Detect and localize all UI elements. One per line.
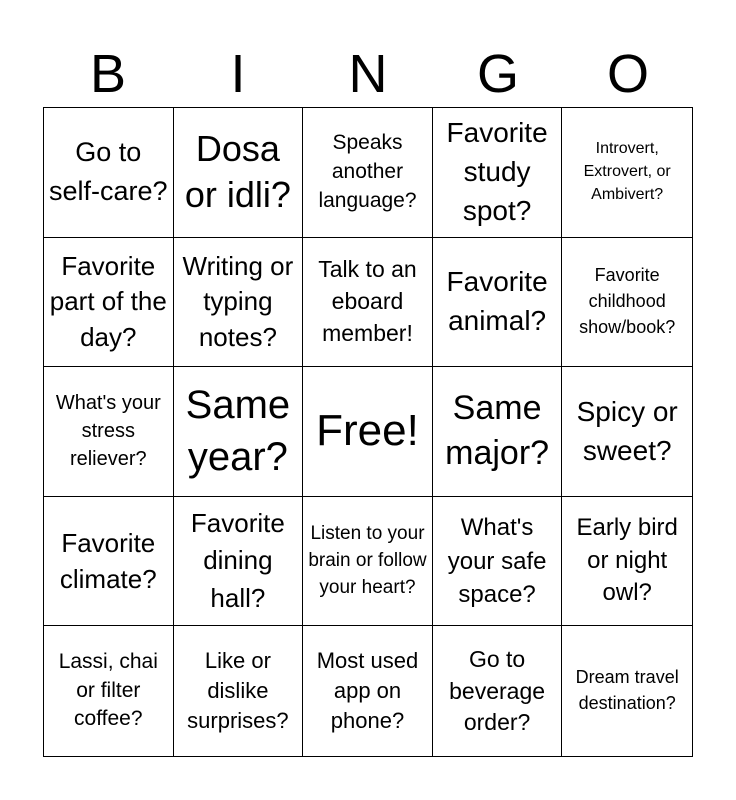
- header-letter-i: I: [230, 44, 246, 104]
- bingo-cell[interactable]: [562, 238, 692, 368]
- bingo-header: [43, 44, 693, 104]
- bingo-cell-text: Favorite animal?: [446, 266, 548, 336]
- bingo-cell[interactable]: [174, 108, 304, 238]
- bingo-cell[interactable]: [562, 367, 692, 497]
- bingo-cell[interactable]: [303, 497, 433, 627]
- bingo-cell-text: Introvert, Extrovert, or Ambivert?: [583, 140, 671, 203]
- bingo-cell[interactable]: [174, 367, 304, 497]
- bingo-cell[interactable]: [44, 238, 174, 368]
- bingo-cell[interactable]: [44, 497, 174, 627]
- bingo-cell[interactable]: [174, 497, 304, 627]
- bingo-cell-text: Favorite part of the day?: [49, 250, 167, 352]
- bingo-cell[interactable]: [433, 238, 563, 368]
- bingo-cell-text: Early bird or night owl?: [576, 514, 678, 607]
- bingo-cell-text: Speaks another language?: [318, 130, 417, 212]
- bingo-cell-text: Favorite study spot?: [446, 117, 548, 226]
- bingo-cell[interactable]: [433, 108, 563, 238]
- bingo-cell[interactable]: [433, 497, 563, 627]
- bingo-cell-text: Go to beverage order?: [449, 646, 546, 735]
- bingo-cell-text: Lassi, chai or filter coffee?: [58, 650, 158, 731]
- bingo-cell[interactable]: [562, 108, 692, 238]
- bingo-cell-text: What's your safe space?: [447, 514, 547, 608]
- bingo-card-grid: [43, 107, 693, 757]
- bingo-cell[interactable]: [174, 626, 304, 756]
- bingo-cell-text: Free!: [316, 406, 419, 456]
- bingo-cell[interactable]: [303, 367, 433, 497]
- bingo-cell-text: Same year?: [185, 383, 291, 480]
- bingo-cell-text: Dream travel destination?: [575, 667, 679, 714]
- bingo-cell-text: Same major?: [445, 388, 550, 473]
- bingo-cell[interactable]: [44, 108, 174, 238]
- bingo-cell-text: Go to self-care?: [49, 137, 168, 207]
- bingo-cell-text: Most used app on phone?: [316, 648, 419, 734]
- bingo-cell[interactable]: [174, 238, 304, 368]
- bingo-cell-text: What's your stress reliever?: [55, 392, 161, 471]
- bingo-cell-text: Like or dislike surprises?: [187, 648, 289, 734]
- bingo-cell[interactable]: [303, 626, 433, 756]
- bingo-cell-text: Favorite climate?: [59, 527, 157, 595]
- bingo-cell[interactable]: [562, 626, 692, 756]
- bingo-cell-text: Spicy or sweet?: [576, 396, 678, 467]
- bingo-cell-text: Favorite childhood show/book?: [579, 265, 676, 337]
- bingo-cell[interactable]: [303, 108, 433, 238]
- bingo-cell[interactable]: [303, 238, 433, 368]
- bingo-cell-text: Talk to an eboard member!: [318, 256, 417, 346]
- bingo-cell-text: Dosa or idli?: [184, 127, 291, 216]
- header-letter-o: O: [606, 44, 649, 104]
- bingo-cell-text: Writing or typing notes?: [182, 250, 294, 352]
- bingo-cell[interactable]: [44, 367, 174, 497]
- header-letter-g: G: [476, 44, 519, 104]
- bingo-cell-text: Favorite dining hall?: [190, 507, 285, 613]
- bingo-cell[interactable]: [562, 497, 692, 627]
- bingo-cell[interactable]: [433, 626, 563, 756]
- header-letter-n: N: [348, 44, 388, 104]
- bingo-cell-text: Listen to your brain or follow your heart?: [308, 522, 427, 598]
- header-letter-b: B: [89, 44, 127, 104]
- bingo-cell[interactable]: [433, 367, 563, 497]
- bingo-cell[interactable]: [44, 626, 174, 756]
